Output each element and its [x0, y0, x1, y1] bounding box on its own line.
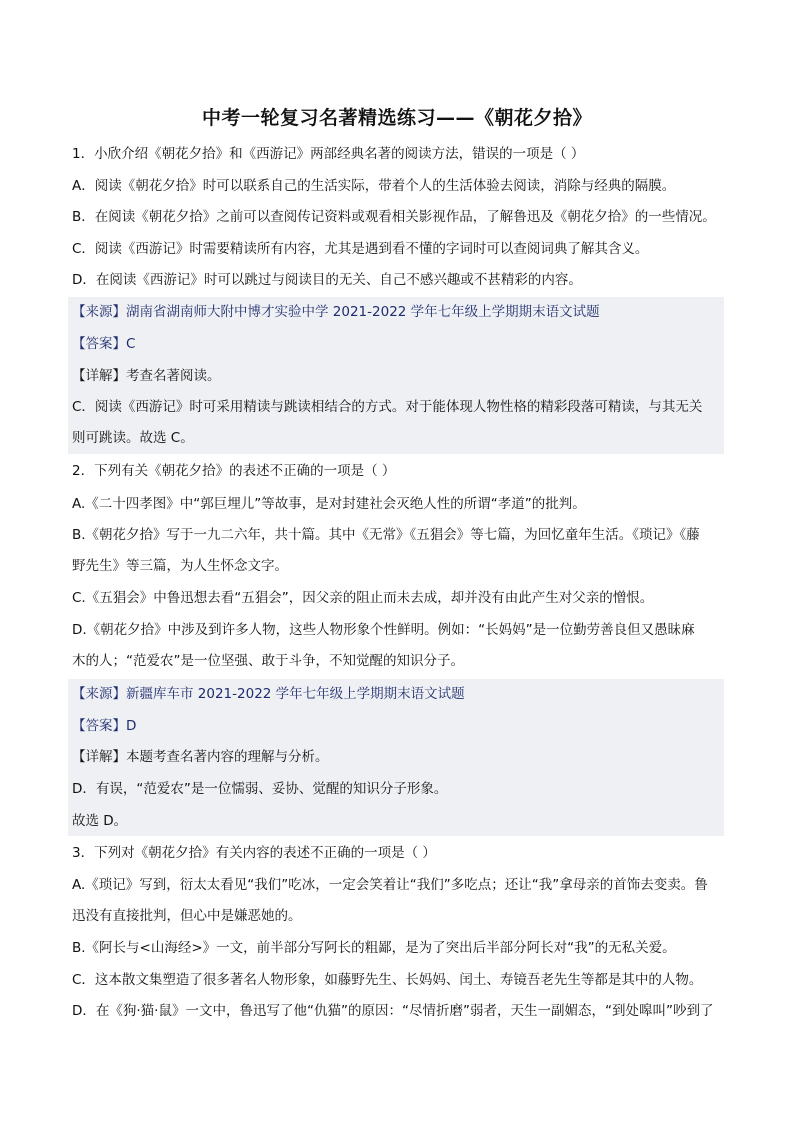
page-title: 中考一轮复习名著精选练习——《朝花夕拾》 — [201, 107, 592, 129]
q3-option-a-line2: 迅没有直接批判，但心中是嫌恶她的。 — [72, 908, 302, 924]
q1-option-b: B．在阅读《朝花夕拾》之前可以查阅传记资料或观看相关影视作品，了解鲁迅及《朝花夕拾》的一些情况。 — [72, 209, 716, 225]
q2-option-d-line2: 木的人；“范爱农”是一位坚强、敢于斗争，不知觉醒的知识分子。 — [72, 653, 464, 669]
q1-answer: 【答案】C — [72, 336, 136, 352]
q2-explain-line1: D．有误，“范爱农”是一位懦弱、妥协、觉醒的知识分子形象。 — [72, 781, 448, 797]
q3-option-c: C．这本散文集塑造了很多著名人物形象，如藤野先生、长妈妈、闰土、寿镜吾老先生等都是其中的人物。 — [72, 972, 703, 988]
q1-option-c: C．阅读《西游记》时需要精读所有内容，尤其是遇到看不懂的字词时可以查阅词典了解其含义。 — [72, 241, 649, 257]
q1-stem: 1．小欣介绍《朝花夕拾》和《西游记》两部经典名著的阅读方法，错误的一项是（ ） — [72, 146, 585, 162]
q3-option-a-line1: A.《琐记》写到，衍太太看见“我们”吃冰，一定会笑着让“我们”多吃点；还让“我”拿母亲的首饰去变卖。鲁 — [72, 877, 708, 893]
q3-option-b: B.《阿长与<山海经>》一文，前半部分写阿长的粗鄙，是为了突出后半部分阿长对“我”的无私关爱。 — [72, 940, 676, 956]
q2-explain-line2: 故选 D。 — [72, 813, 128, 829]
q2-option-c: C.《五猖会》中鲁迅想去看“五猖会”，因父亲的阻止而未去成，却并没有由此产生对父亲的憎恨。 — [72, 590, 654, 606]
q1-option-a: A．阅读《朝花夕拾》时可以联系自己的生活实际，带着个人的生活体验去阅读，消除与经典的隔膜。 — [72, 178, 676, 194]
q1-source: 【来源】湖南省湖南师大附中博才实验中学 2021-2022 学年七年级上学期期末语文试题 — [72, 304, 600, 320]
q2-option-b-line1: B.《朝花夕拾》写于一九二六年，共十篇。其中《无常》《五猖会》等七篇，为回忆童年生活。《琐记》《藤 — [72, 527, 700, 543]
q1-explain-line2: 则可跳读。故选 C。 — [72, 430, 194, 446]
q2-answer: 【答案】D — [72, 718, 137, 734]
q2-option-a: A.《二十四孝图》中“郭巨埋儿”等故事，是对封建社会灭绝人性的所谓“孝道”的批判。 — [72, 496, 586, 512]
q2-detail: 【详解】本题考查名著内容的理解与分析。 — [72, 749, 329, 765]
q2-option-d-line1: D.《朝花夕拾》中涉及到许多人物，这些人物形象个性鲜明。例如：“长妈妈”是一位勤劳善良但又愚昧麻 — [72, 622, 695, 638]
q1-option-d: D．在阅读《西游记》时可以跳过与阅读目的无关、自己不感兴趣或不甚精彩的内容。 — [72, 272, 582, 288]
q2-source: 【来源】新疆库车市 2021-2022 学年七年级上学期期末语文试题 — [72, 686, 465, 702]
q1-explain-line1: C．阅读《西游记》时可采用精读与跳读相结合的方式。对于能体现人物性格的精彩段落可精读，与其无关 — [72, 399, 703, 415]
q1-detail: 【详解】考查名著阅读。 — [72, 368, 221, 384]
q2-stem: 2．下列有关《朝花夕拾》的表述不正确的一项是（ ） — [72, 463, 396, 479]
q3-stem: 3．下列对《朝花夕拾》有关内容的表述不正确的一项是（ ） — [72, 845, 436, 861]
q3-option-d-line1: D．在《狗·猫·鼠》一文中，鲁迅写了他“仇猫”的原因：“尽情折磨”弱者，天生一副媚态，“到处嗥叫”吵到了 — [72, 1003, 714, 1019]
q2-option-b-line2: 野先生》等三篇，为人生怀念文字。 — [72, 558, 288, 574]
